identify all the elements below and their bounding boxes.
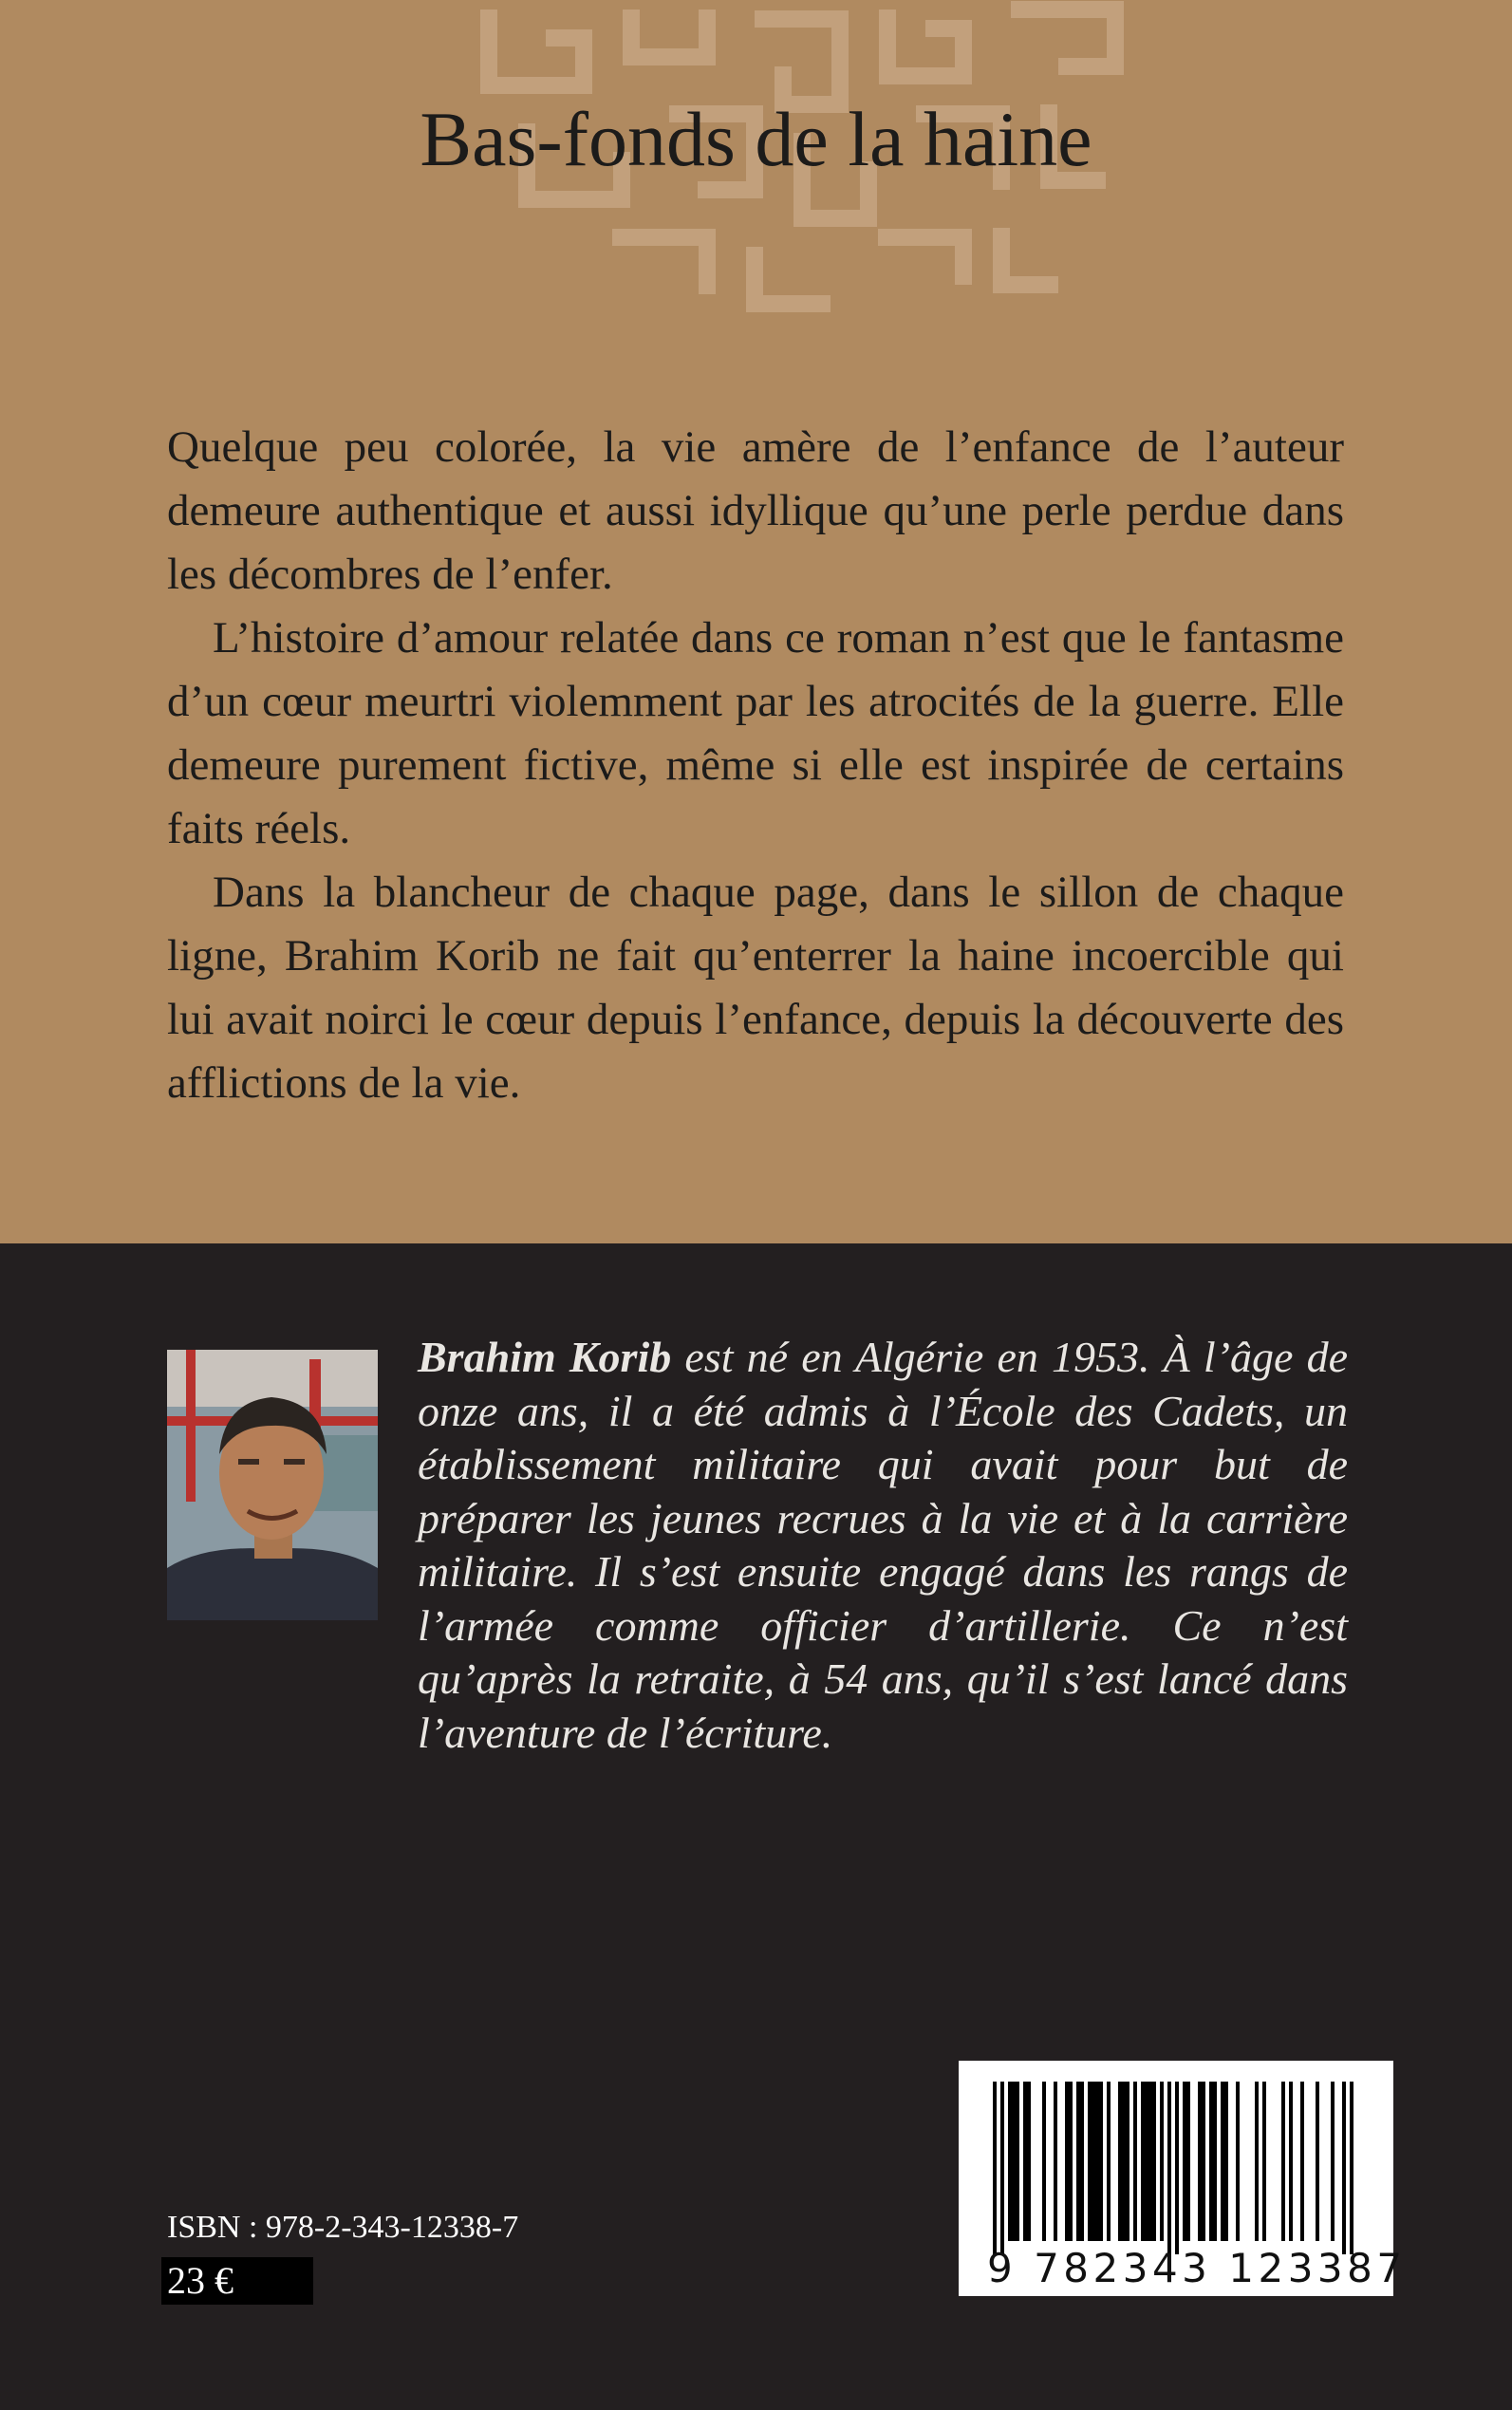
barcode-bar — [1183, 2082, 1186, 2241]
barcode-bar — [1236, 2082, 1240, 2241]
barcode-bar — [1054, 2082, 1057, 2241]
barcode-bar — [1088, 2082, 1092, 2241]
synopsis-paragraph: L’histoire d’amour relatée dans ce roman n’est que le fantasme d’un cœur meurtri violemment par les atrocités de la guerre. Elle demeure purement fictive, même si elle est inspirée de certains faits réels. — [167, 613, 1344, 853]
barcode-bar — [1186, 2082, 1190, 2241]
barcode-bar — [1027, 2082, 1031, 2241]
barcode-bar — [1122, 2082, 1126, 2241]
barcode-bar — [1202, 2082, 1205, 2241]
barcode-bar — [1198, 2082, 1202, 2241]
barcode-bar — [1065, 2082, 1069, 2241]
barcode-bar — [1213, 2082, 1217, 2241]
barcode-bar — [1316, 2082, 1319, 2241]
barcode-bar — [1221, 2082, 1224, 2241]
barcode-bar — [1118, 2082, 1122, 2241]
barcode-bar — [1262, 2082, 1266, 2241]
barcode-bar — [1099, 2082, 1103, 2241]
barcode-bar — [1008, 2082, 1012, 2241]
barcode-bar — [1107, 2082, 1111, 2241]
book-title: Bas-fonds de la haine — [420, 96, 1092, 182]
barcode-bar — [1152, 2082, 1156, 2241]
barcode-bar — [1289, 2082, 1293, 2241]
barcode-bar — [993, 2082, 997, 2254]
barcode-bar — [1000, 2082, 1004, 2254]
isbn: ISBN : 978-2-343-12338-7 — [167, 2210, 519, 2245]
barcode-bar — [1331, 2082, 1335, 2241]
barcode-bar — [1141, 2082, 1145, 2241]
barcode-bar — [1281, 2082, 1285, 2241]
barcode-digits: 9 782343 123387 — [987, 2245, 1407, 2291]
barcode-bar — [1160, 2082, 1164, 2241]
synopsis-paragraph: Dans la blancheur de chaque page, dans le sillon de chaque ligne, Brahim Korib ne fait qu’enterrer la haine incoercible qui lui avait noirci le cœur depuis l’enfance, depuis la découverte des afflictions de la vie. — [167, 868, 1344, 1108]
synopsis-paragraph: Quelque peu colorée, la vie amère de l’enfance de l’auteur demeure authentique et aussi idyllique qu’une perle perdue dans les décombres de l’enfer. — [167, 422, 1344, 599]
barcode-bar — [1076, 2082, 1080, 2241]
barcode-bar — [1016, 2082, 1019, 2241]
author-bio-text: est né en Algérie en 1953. À l’âge de onze ans, il a été admis à l’École des Cadets, un établissement militaire qui avait pour but de préparer les jeunes recrues à la vie et à la carrière militaire. Il s’est ensuite engagé dans les rangs de l’armée comme officier d’artillerie. Ce n’est qu’après la retraite, à 54 ans, qu’il s’est lancé dans l’aventure de l’écriture. — [418, 1333, 1349, 1757]
author-name: Brahim Korib — [418, 1333, 672, 1381]
barcode-bar — [1342, 2082, 1346, 2254]
synopsis — [167, 416, 1344, 1115]
barcode-bar — [1255, 2082, 1259, 2241]
price-tag: 23 € — [161, 2257, 313, 2305]
barcode-bar — [1042, 2082, 1046, 2241]
barcode-bar — [1126, 2082, 1129, 2241]
barcode-bar — [1300, 2082, 1304, 2241]
barcode-bar — [1095, 2082, 1099, 2241]
barcode-bar — [1023, 2082, 1027, 2241]
author-photo — [167, 1350, 378, 1620]
author-bio — [418, 1331, 1348, 1760]
barcode-bar — [1224, 2082, 1228, 2241]
author-portrait-image — [167, 1350, 378, 1620]
barcode-bar — [1350, 2082, 1353, 2254]
barcode — [959, 2061, 1407, 2296]
barcode-bar — [1069, 2082, 1073, 2241]
barcode-bar — [1167, 2082, 1171, 2254]
barcode-bar — [1012, 2082, 1016, 2241]
barcode-bar — [1175, 2082, 1179, 2254]
barcode-bar — [1145, 2082, 1148, 2241]
barcode-bar — [1092, 2082, 1095, 2241]
barcode-bar — [1133, 2082, 1137, 2241]
barcode-bar — [1209, 2082, 1213, 2241]
barcode-bar — [1148, 2082, 1152, 2241]
barcode-bar — [1080, 2082, 1084, 2241]
